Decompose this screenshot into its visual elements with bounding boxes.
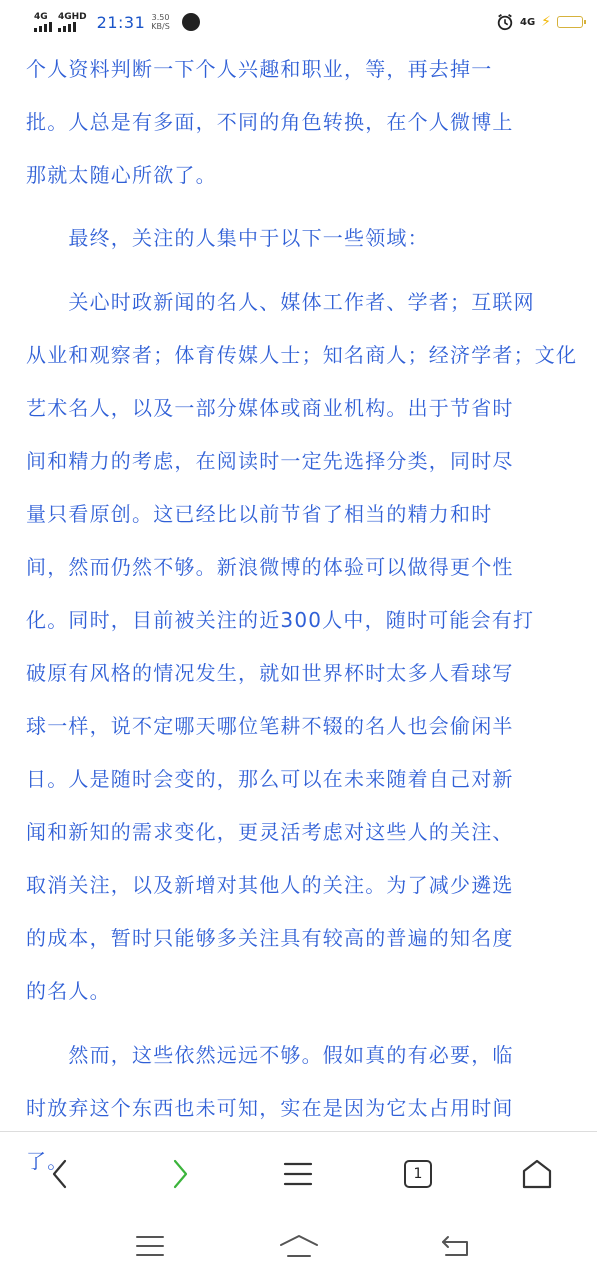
network-type-badge: 4G	[519, 16, 536, 28]
article-line: 最终，关注的人集中于以下一些领域：	[26, 226, 429, 250]
chevron-right-icon	[168, 1158, 192, 1190]
app-notification-icon	[182, 13, 200, 31]
article-line: 量只看原创。这已经比以前节省了相当的精力和时	[26, 502, 493, 526]
article-line: 艺术名人，以及一部分媒体或商业机构。出于节省时	[26, 396, 514, 420]
article-body	[0, 44, 597, 1173]
article-line: 日。人是随时会变的，那么可以在未来随着自己对新	[26, 767, 514, 791]
article-line: 破原有风格的情况发生，就如世界杯时太多人看球写	[26, 661, 514, 685]
article-line: 那就太随心所欲了。	[26, 163, 217, 187]
charging-icon: ⚡	[541, 14, 551, 30]
battery-icon	[557, 16, 583, 28]
alarm-icon	[496, 13, 514, 31]
article-line: 关心时政新闻的名人、媒体工作者、学者；互联网	[26, 290, 535, 314]
article-line: 的成本，暂时只能够多关注具有较高的普遍的知名度	[26, 926, 514, 950]
system-nav-bar	[0, 1212, 597, 1280]
network-speed-value: 3.50	[151, 13, 170, 22]
status-bar-right	[496, 13, 583, 31]
signal-label-2: 4GHD	[58, 11, 87, 22]
forward-button[interactable]	[158, 1152, 202, 1196]
signal-strength-icon	[34, 13, 52, 32]
browser-toolbar	[0, 1132, 597, 1212]
article-line: 间和精力的考虑，在阅读时一定先选择分类，同时尽	[26, 449, 514, 473]
article-line: 时放弃这个东西也未可知，实在是因为它太占用时间	[26, 1096, 514, 1120]
home-button[interactable]	[515, 1152, 559, 1196]
system-home-button[interactable]	[279, 1226, 319, 1266]
menu-button[interactable]	[276, 1152, 320, 1196]
article-line: 间，然而仍然不够。新浪微博的体验可以做得更个性	[26, 555, 514, 579]
signal-label: 4G	[34, 11, 48, 22]
tab-count: 1	[404, 1160, 432, 1188]
article-line: 化。同时，目前被关注的近300人中，随时可能会有打	[26, 608, 535, 632]
menu-icon	[283, 1161, 313, 1187]
home-icon	[520, 1158, 554, 1190]
article-line: 从业和观察者；体育传媒人士；知名商人；经济学者；文化	[26, 343, 578, 367]
system-back-button[interactable]	[435, 1226, 475, 1266]
signal-strength-icon-2	[58, 13, 87, 32]
article-line: 闻和新知的需求变化，更灵活考虑对这些人的关注、	[26, 820, 514, 844]
article-line: 取消关注，以及新增对其他人的关注。为了减少遴选	[26, 873, 514, 897]
article-line: 批。人总是有多面，不同的角色转换，在个人微博上	[26, 110, 514, 134]
system-home-icon	[279, 1233, 319, 1259]
chevron-left-icon	[48, 1158, 72, 1190]
article-line: 的名人。	[26, 979, 111, 1003]
tabs-button[interactable]	[396, 1152, 440, 1196]
back-button[interactable]	[38, 1152, 82, 1196]
article-line: 然而，这些依然远远不够。假如真的有必要，临	[26, 1043, 514, 1067]
status-bar	[0, 0, 597, 44]
clock: 21:31	[96, 12, 146, 32]
network-speed	[151, 13, 170, 31]
network-speed-unit: KB/S	[151, 22, 170, 31]
article-line: 个人资料判断一下个人兴趣和职业，等，再去掉一	[26, 57, 493, 81]
article-line: 了。	[26, 1149, 69, 1173]
article-line: 球一样，说不定哪天哪位笔耕不辍的名人也会偷闲半	[26, 714, 514, 738]
back-arrow-icon	[440, 1233, 470, 1259]
recent-apps-button[interactable]	[130, 1226, 170, 1266]
recent-apps-icon	[135, 1235, 165, 1257]
